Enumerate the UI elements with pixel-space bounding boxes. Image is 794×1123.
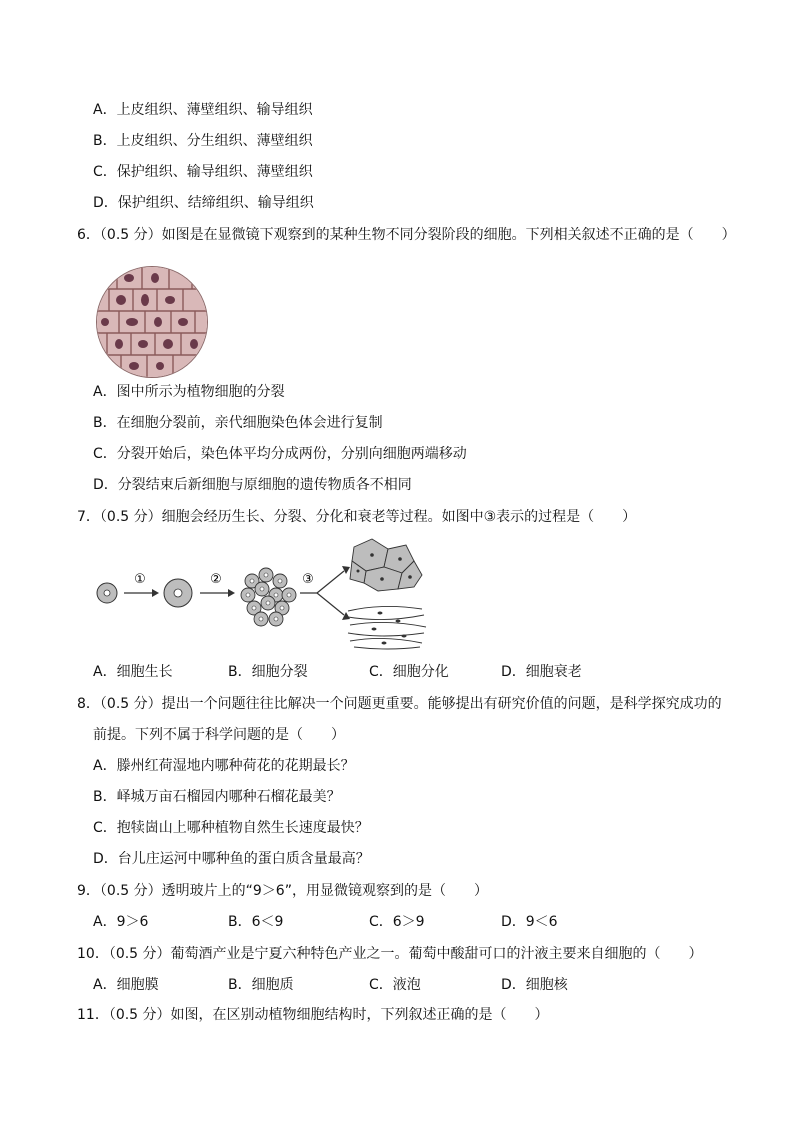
q5-option-c: C．保护组织、输导组织、薄壁组织 — [93, 164, 313, 180]
q7-option-c: C．细胞分化 — [369, 664, 449, 680]
q8-stem-line2: 前提。下列不属于科学问题的是（ ） — [93, 727, 345, 743]
q8-option-a: A．滕州红荷湿地内哪种荷花的花期最长？ — [93, 758, 355, 774]
q9-stem: 9．（0.5 分）透明玻片上的“9＞6”，用显微镜观察到的是（ ） — [77, 883, 488, 899]
q7-option-a: A．细胞生长 — [93, 664, 173, 680]
q9-option-a: A．9＞6 — [93, 914, 149, 930]
q7-option-b: B．细胞分裂 — [228, 664, 308, 680]
q9-option-b: B．6＜9 — [228, 914, 284, 930]
q10-options — [93, 975, 733, 995]
q6-option-a: A．图中所示为植物细胞的分裂 — [93, 384, 285, 400]
q5-option-a: A．上皮组织、薄壁组织、输导组织 — [93, 102, 313, 118]
q6-option-d: D．分裂结束后新细胞与原细胞的遗传物质各不相同 — [93, 477, 412, 493]
q7-option-d: D．细胞衰老 — [501, 664, 582, 680]
q11-stem: 11．（0.5 分）如图，在区别动植物细胞结构时，下列叙述正确的是（ ） — [77, 1007, 549, 1023]
q7-stem: 7．（0.5 分）细胞会经历生长、分裂、分化和衰老等过程。如图中③表示的过程是（ ） — [77, 509, 637, 525]
q9-option-c: C．6＞9 — [369, 914, 425, 930]
q7-options — [93, 662, 733, 682]
label-1: ① — [134, 572, 146, 587]
q9-options — [93, 912, 733, 932]
q10-option-b: B．细胞质 — [228, 977, 294, 993]
q10-option-a: A．细胞膜 — [93, 977, 159, 993]
q8-stem-line1: 8．（0.5 分）提出一个问题往往比解决一个问题更重要。能够提出有研究价值的问题，是科学探究成功的 — [77, 696, 722, 712]
q8-option-c: C．抱犊崮山上哪种植物自然生长速度最快？ — [93, 820, 369, 836]
label-2: ② — [210, 572, 222, 587]
q10-option-d: D．细胞核 — [501, 977, 568, 993]
microscope-image — [96, 266, 208, 378]
q6-stem: 6．（0.5 分）如图是在显微镜下观察到的某种生物不同分裂阶段的细胞。下列相关叙述不正确的是（ ） — [77, 227, 736, 243]
q8-option-d: D．台儿庄运河中哪种鱼的蛋白质含量最高？ — [93, 851, 370, 867]
q8-option-b: B．峄城万亩石榴园内哪种石榴花最美？ — [93, 789, 341, 805]
q9-option-d: D．9＜6 — [501, 914, 558, 930]
q10-stem: 10．（0.5 分）葡萄酒产业是宁夏六种特色产业之一。葡萄中酸甜可口的汁液主要来自细胞的（ ） — [77, 946, 703, 962]
label-3: ③ — [302, 572, 314, 587]
q5-option-d: D．保护组织、结缔组织、输导组织 — [93, 195, 314, 211]
q10-option-c: C．液泡 — [369, 977, 421, 993]
q5-option-b: B．上皮组织、分生组织、薄壁组织 — [93, 133, 313, 149]
cell-process-diagram — [92, 537, 432, 652]
q6-option-c: C．分裂开始后，染色体平均分成两份，分别向细胞两端移动 — [93, 446, 467, 462]
q6-option-b: B．在细胞分裂前，亲代细胞染色体会进行复制 — [93, 415, 383, 431]
